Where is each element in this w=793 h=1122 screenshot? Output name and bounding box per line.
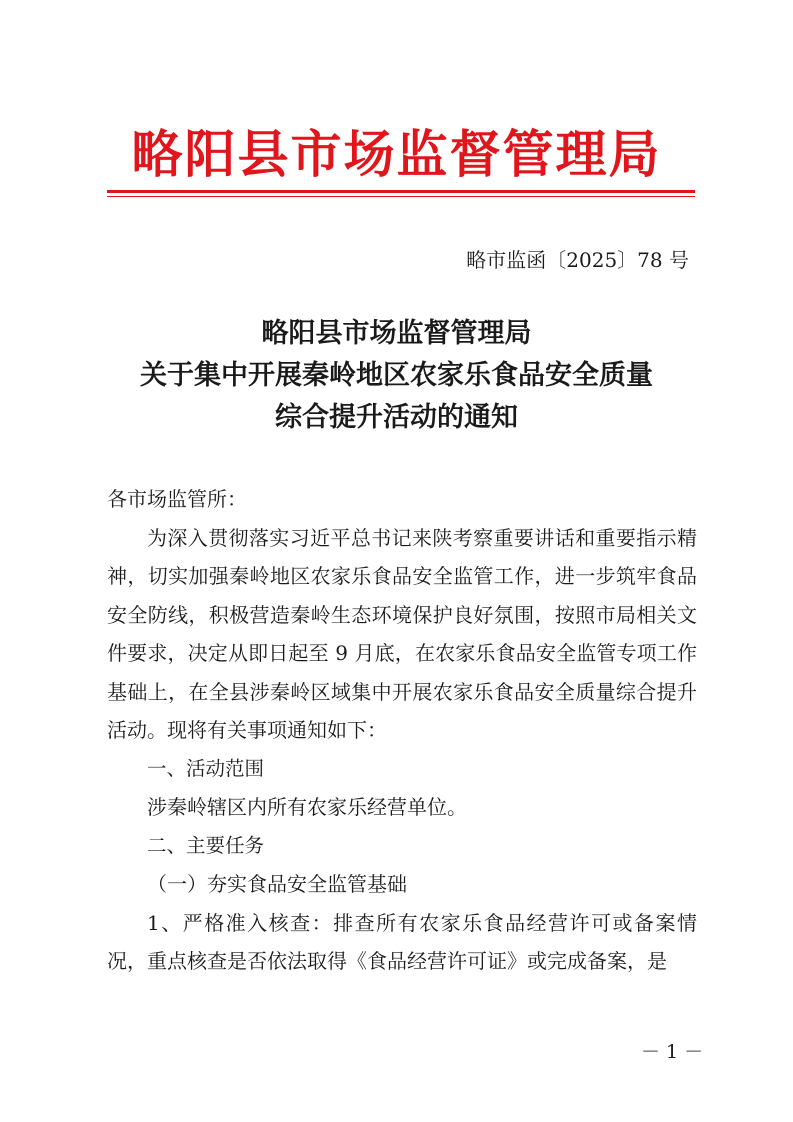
masthead-rule-thick — [107, 190, 695, 193]
masthead-org-name: 略阳县市场监督管理局 — [131, 125, 662, 185]
page-number: － 1 － — [641, 1041, 704, 1063]
document-number: 略市监函〔2025〕78 号 — [466, 248, 689, 272]
document-body — [107, 480, 697, 981]
section-2-heading: 二、主要任务 — [147, 833, 265, 857]
masthead-rule-thin — [107, 196, 695, 197]
document-title — [0, 313, 793, 439]
section-1-paragraph: 涉秦岭辖区内所有农家乐经营单位。 — [147, 795, 467, 819]
salutation: 各市场监管所： — [107, 487, 247, 511]
title-line-3: 综合提升活动的通知 — [275, 402, 518, 433]
item-1-paragraph: 1、严格准入核查：排查所有农家乐食品经营许可或备案情况，重点核查是否依法取得《食品经营许可证》或完成备案，是 — [107, 910, 697, 973]
title-line-2: 关于集中开展秦岭地区农家乐食品安全质量 — [140, 360, 653, 391]
title-line-1: 略阳县市场监督管理局 — [261, 318, 532, 349]
section-1-heading: 一、活动范围 — [147, 756, 265, 780]
subsection-1-heading: （一）夯实食品安全监管基础 — [147, 872, 407, 896]
intro-paragraph: 为深入贯彻落实习近平总书记来陕考察重要讲话和重要指示精神，切实加强秦岭地区农家乐食品安全监管工作，进一步筑牢食品安全防线，积极营造秦岭生态环境保护良好氛围，按照市局相关文件要求，决定从即日起至 9 月底，在农家乐食品安全监管专项工作基础上，在全县涉秦岭区域集中开展农家乐食品安全质量综合提升活动。现将有关事项通知如下： — [107, 525, 697, 742]
